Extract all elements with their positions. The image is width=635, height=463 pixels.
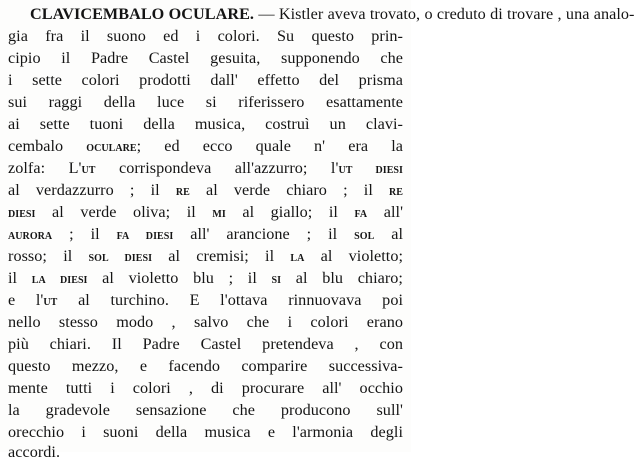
entry-text-17: questo mezzo, e facendo comparire successiva- — [8, 357, 403, 375]
text-line-13 — [8, 267, 403, 289]
entry-text-10a: al verde oliva; il — [52, 203, 196, 221]
entry-text-16: più chiari. Il Padre Castel pretendeva , con — [8, 335, 403, 353]
entry-text-12c: al violetto; — [320, 247, 404, 265]
text-line-1 — [30, 3, 635, 25]
entry-text-12a: rosso; il — [8, 247, 73, 265]
text-line-17 — [8, 355, 403, 377]
note-fa-diesi: fa diesi — [116, 227, 174, 243]
entry-text-10c: all' — [383, 203, 404, 221]
text-line-19 — [8, 399, 403, 421]
entry-text-11a: ; il — [69, 225, 100, 243]
entry-text-7b: ; ed ecco quale n' era la — [136, 137, 404, 155]
note-ut: ut — [81, 161, 96, 177]
entry-text-6: ai sette tuoni della musica, costruì un clavi- — [8, 115, 403, 133]
text-line-14 — [8, 289, 403, 311]
note-la-diesi: la diesi — [31, 271, 88, 287]
note-la: la — [290, 249, 305, 265]
note-sol: sol — [354, 227, 375, 243]
entry-text-20: orecchio i suoni della musica e l'armonia degli — [8, 423, 403, 441]
text-line-7 — [8, 135, 403, 157]
entry-text-8a: zolfa: L' — [8, 159, 82, 177]
note-sol-diesi: sol diesi — [88, 249, 153, 265]
note-re: re — [175, 183, 190, 199]
text-line-12 — [8, 245, 403, 267]
entry-text-7a: cembalo — [8, 137, 64, 155]
entry-text-15: nello stesso modo , salvo che i colori erano — [8, 313, 403, 331]
entry-text-8b: corrispondeva all'azzurro; l' — [118, 159, 339, 177]
entry-text-13c: al blu chiaro; — [295, 269, 403, 287]
note-si: si — [271, 271, 282, 287]
text-line-4 — [8, 69, 403, 91]
text-line-8 — [8, 157, 403, 179]
text-line-15 — [8, 311, 403, 333]
entry-text-19: la gradevole sensazione che producono sull' — [8, 401, 403, 419]
oculare-term: oculare — [86, 139, 137, 155]
entry-text-9a: al verdazzurro ; il — [8, 181, 160, 199]
entry-text-3: cipio il Padre Castel gesuita, supponendo che — [8, 49, 403, 67]
note-diesi: diesi — [8, 205, 36, 221]
text-line-3 — [8, 47, 403, 69]
entry-text-14a: e l' — [8, 291, 44, 309]
note-ut-2: ut — [43, 293, 58, 309]
entry-dash: — — [258, 5, 275, 23]
text-line-18 — [8, 377, 403, 399]
entry-text-9b: al verde chiaro ; il — [205, 181, 373, 199]
entry-text-4: i sette colori prodotti dall' effetto del prisma — [8, 71, 403, 89]
text-line-10 — [8, 201, 403, 223]
entry-text-13a: il — [8, 269, 18, 287]
note-re-2: re — [389, 183, 404, 199]
entry-text-5: sui raggi della luce si riferissero esattamente — [8, 93, 403, 111]
entry-text-18: mente tutti i colori , di procurare all' occhio — [8, 379, 403, 397]
text-line-21 — [8, 441, 403, 463]
entry-text-14b: al turchino. E l'ottava rinnuovava poi — [78, 291, 404, 309]
note-ut-diesi: ut diesi — [338, 161, 403, 177]
text-line-5 — [8, 91, 403, 113]
text-line-20 — [8, 421, 403, 443]
entry-text-1a: Kistler aveva trovato, o creduto di trovare , una analo- — [278, 5, 635, 23]
entry-text-11c: al — [391, 225, 404, 243]
entry-title: CLAVICEMBALO OCULARE. — [30, 5, 255, 23]
note-mi: mi — [212, 205, 226, 221]
aurora-term: aurora — [8, 227, 53, 243]
text-line-2 — [8, 25, 403, 47]
entry-text-21: accordi. — [8, 443, 61, 461]
entry-text-10b: al giallo; il — [242, 203, 338, 221]
text-line-16 — [8, 333, 403, 355]
text-line-9 — [8, 179, 403, 201]
note-fa: fa — [354, 205, 368, 221]
entry-text-12b: al cremisi; il — [168, 247, 275, 265]
entry-text-13b: al violetto blu ; il — [102, 269, 257, 287]
text-line-11 — [8, 223, 403, 245]
entry-text-11b: all' arancione ; il — [190, 225, 338, 243]
entry-text-2: gia fra il suono ed i colori. Su questo prin- — [8, 27, 403, 45]
text-line-6 — [8, 113, 403, 135]
